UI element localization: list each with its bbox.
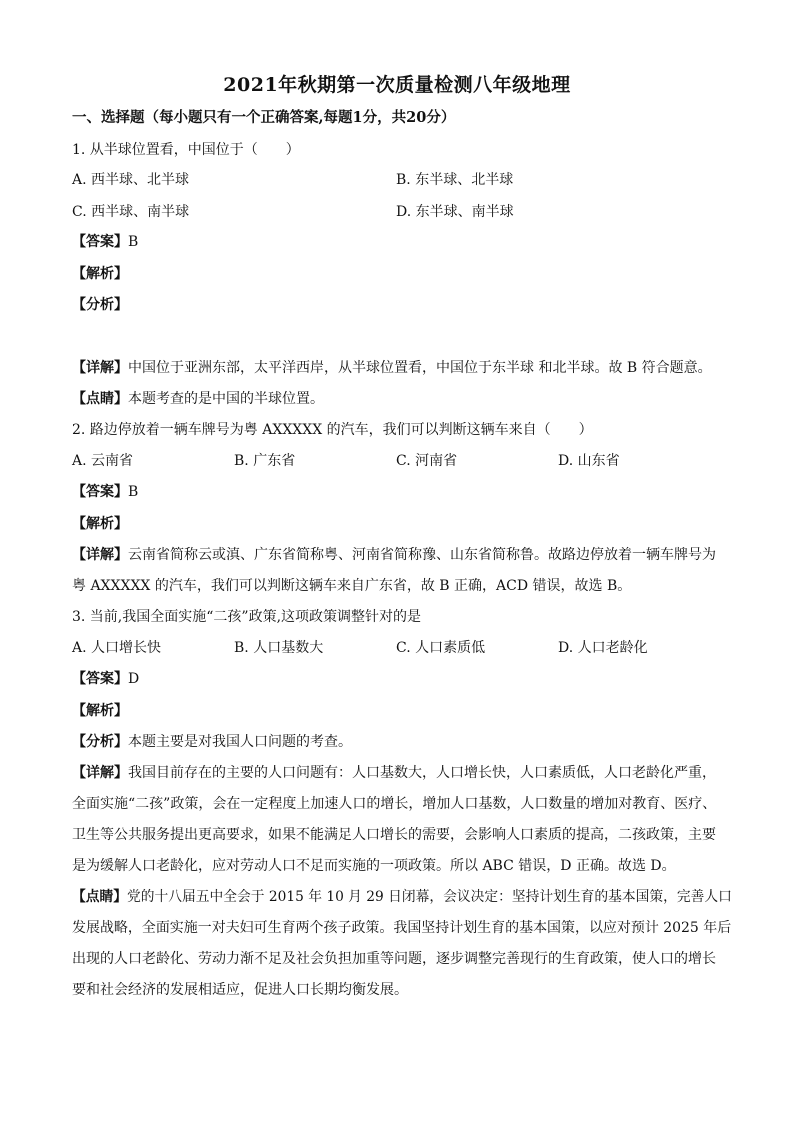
- q3-comment-line-3: 出现的人口老龄化、劳动力渐不足及社会负担加重等问题，逐步调整完善现行的生育政策，使人口的增长: [72, 951, 716, 967]
- question-1-stem: 1. 从半球位置看，中国位于（ ）: [72, 142, 300, 158]
- q2-option-d: D. 山东省: [558, 453, 620, 469]
- q1-option-c: C. 西半球、南半球: [72, 204, 190, 220]
- q2-detail-line-1: 【详解】云南省简称云或滇、广东省简称粤、河南省简称豫、山东省简称鲁。故路边停放着一辆车牌号为: [72, 547, 716, 563]
- question-2-stem: 2. 路边停放着一辆车牌号为粤 AXXXXX 的汽车，我们可以判断这辆车来自（ ）: [72, 422, 593, 438]
- q3-detail-line-3: 卫生等公共服务提出更高要求，如果不能满足人口增长的需要，会影响人口素质的提高，二孩政策，主要: [72, 827, 716, 843]
- q3-option-c: C. 人口素质低: [396, 640, 486, 656]
- q3-option-d: D. 人口老龄化: [558, 640, 648, 656]
- q3-comment-line-1: 【点睛】党的十八届五中全会于 2015 年 10 月 29 日闭幕，会议决定：坚持计划生育的基本国策，完善人口: [72, 889, 732, 905]
- q1-fenxi-label: 【分析】: [72, 297, 128, 313]
- q3-detail-line-4: 是为缓解人口老龄化，应对劳动人口不足而实施的一项政策。所以 ABC 错误，D 正确。故选 D。: [72, 858, 676, 874]
- page-title: 2021年秋期第一次质量检测八年级地理: [223, 74, 571, 96]
- q1-comment: 【点睛】本题考查的是中国的半球位置。: [72, 391, 324, 407]
- q2-answer: 【答案】B: [72, 484, 139, 500]
- q3-comment-line-4: 要和社会经济的发展相适应，促进人口长期均衡发展。: [72, 982, 408, 998]
- q1-detail: 【详解】中国位于亚洲东部，太平洋西岸，从半球位置看，中国位于东半球 和北半球。故 B 符合题意。: [72, 360, 712, 376]
- q3-fenxi: 【分析】本题主要是对我国人口问题的考查。: [72, 734, 352, 750]
- q3-comment-line-2: 发展战略，全面实施一对夫妇可生育两个孩子政策。我国坚持计划生育的基本国策，以应对预计 2025 年后: [72, 920, 732, 936]
- q1-option-d: D. 东半球、南半球: [396, 204, 514, 220]
- q2-option-b: B. 广东省: [234, 453, 296, 469]
- q3-analysis-label: 【解析】: [72, 703, 128, 719]
- q3-detail-line-1: 【详解】我国目前存在的主要的人口问题有：人口基数大，人口增长快，人口素质低，人口老龄化严重，: [72, 765, 716, 781]
- q3-option-a: A. 人口增长快: [72, 640, 162, 656]
- q2-option-a: A. 云南省: [72, 453, 134, 469]
- q1-answer: 【答案】B: [72, 234, 139, 250]
- q1-analysis-label: 【解析】: [72, 266, 128, 282]
- q3-detail-line-2: 全面实施“二孩”政策，会在一定程度上加速人口的增长，增加人口基数，人口数量的增加对教育、医疗、: [72, 796, 717, 812]
- q2-detail-line-2: 粤 AXXXXX 的汽车，我们可以判断这辆车来自广东省，故 B 正确，ACD 错误，故选 B。: [72, 578, 632, 594]
- section-heading: 一、选择题（每小题只有一个正确答案,每题1分，共20分）: [72, 109, 456, 126]
- question-3-stem: 3. 当前,我国全面实施“二孩”政策,这项政策调整针对的是: [72, 609, 422, 625]
- q1-option-a: A. 西半球、北半球: [72, 172, 190, 188]
- q1-option-b: B. 东半球、北半球: [396, 172, 514, 188]
- q3-option-b: B. 人口基数大: [234, 640, 324, 656]
- q3-answer: 【答案】D: [72, 671, 140, 687]
- q2-analysis-label: 【解析】: [72, 516, 128, 532]
- q2-option-c: C. 河南省: [396, 453, 458, 469]
